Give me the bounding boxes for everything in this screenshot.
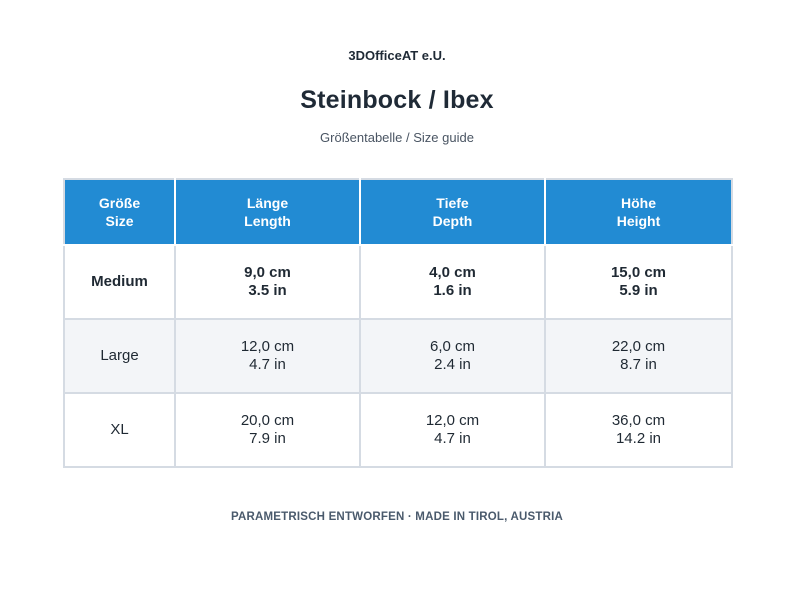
height-cell [545, 245, 732, 319]
value-cm: 4,0 cm [429, 264, 476, 281]
value-in: 1.6 in [433, 282, 472, 299]
table-row-large [64, 319, 732, 393]
value-cm: 36,0 cm [611, 412, 666, 429]
value-in: 4.7 in [249, 356, 286, 373]
page-title: Steinbock / Ibex [300, 86, 494, 114]
footer-tagline: PARAMETRISCH ENTWORFEN · MADE IN TIROL, AUSTRIA [230, 511, 564, 523]
value-cm: 9,0 cm [244, 264, 291, 281]
column-header-height [545, 179, 732, 245]
value-in: 14.2 in [615, 430, 662, 447]
table-header-row [64, 179, 732, 245]
depth-cell [360, 393, 545, 467]
column-header-label-en: Size [105, 213, 134, 229]
column-header-length [175, 179, 360, 245]
value-cm: 15,0 cm [610, 264, 667, 281]
length-cell [175, 245, 360, 319]
company-name: 3DOfficeAT e.U. [348, 48, 446, 63]
height-cell [545, 393, 732, 467]
column-header-label-en: Length [244, 213, 291, 229]
size-table [63, 178, 733, 468]
column-header-label-en: Depth [432, 213, 473, 229]
column-header-label-de: Größe [98, 195, 141, 211]
value-in: 7.9 in [249, 430, 286, 447]
column-header-size [64, 179, 175, 245]
value-in: 5.9 in [619, 282, 658, 299]
value-in: 4.7 in [434, 430, 471, 447]
size-cell: Medium [64, 245, 175, 319]
page-subtitle: Größentabelle / Size guide [320, 130, 474, 145]
table-row-xl [64, 393, 732, 467]
value-cm: 12,0 cm [425, 412, 480, 429]
size-cell: Large [64, 319, 175, 393]
column-header-label-en: Height [616, 213, 661, 229]
value-cm: 12,0 cm [240, 338, 295, 355]
column-header-label-de: Länge [246, 195, 289, 211]
value-in: 3.5 in [248, 282, 287, 299]
value-cm: 6,0 cm [429, 338, 475, 355]
value-in: 2.4 in [434, 356, 471, 373]
value-cm: 22,0 cm [611, 338, 666, 355]
height-cell [545, 319, 732, 393]
length-cell [175, 393, 360, 467]
depth-cell [360, 319, 545, 393]
value-in: 8.7 in [620, 356, 657, 373]
table-row-medium [64, 245, 732, 319]
column-header-label-de: Tiefe [436, 195, 469, 211]
size-cell: XL [64, 393, 175, 467]
depth-cell [360, 245, 545, 319]
value-cm: 20,0 cm [240, 412, 295, 429]
column-header-label-de: Höhe [621, 195, 656, 211]
column-header-depth [360, 179, 545, 245]
length-cell [175, 319, 360, 393]
